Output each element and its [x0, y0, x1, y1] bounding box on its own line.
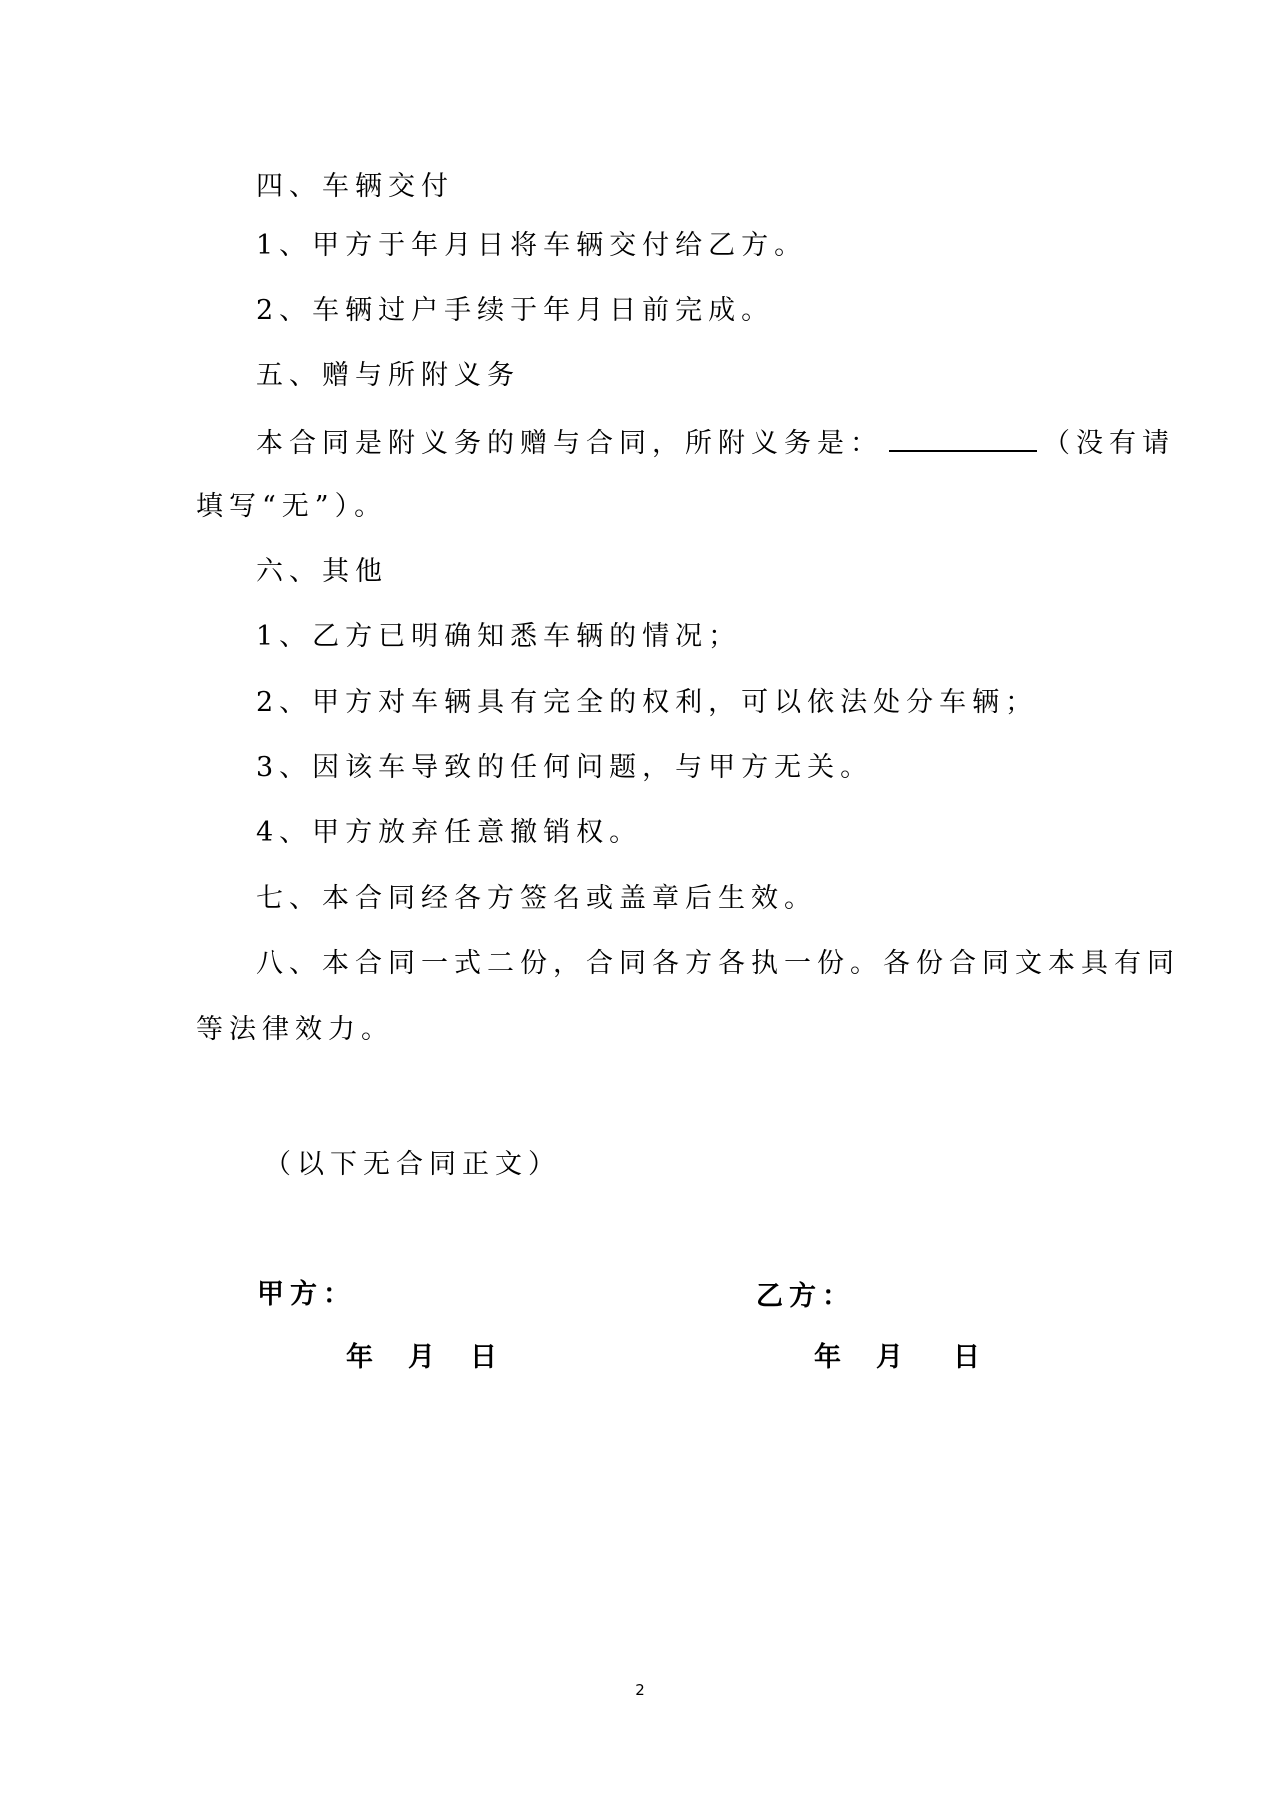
party-b-date-year: 年 [814, 1342, 841, 1373]
obligation-paragraph-continued: 填写“无”）。 [196, 491, 388, 522]
section-effective: 七、本合同经各方签名或盖章后生效。 [256, 883, 817, 914]
obligation-text-after-blank: （没有请 [1043, 428, 1175, 459]
other-item-1: 1、乙方已明确知悉车辆的情况； [256, 621, 742, 652]
delivery-item-2: 2、车辆过户手续于年月日前完成。 [256, 295, 775, 326]
page-number: 2 [635, 1681, 645, 1699]
section-other-heading: 六、其他 [256, 556, 388, 587]
party-a-date-year: 年 [346, 1342, 373, 1373]
section-delivery-heading: 四、车辆交付 [256, 171, 454, 202]
obligation-paragraph [256, 424, 1175, 461]
obligation-text-before-blank: 本合同是附义务的赠与合同，所附义务是： [256, 428, 883, 459]
other-item-4: 4、甲方放弃任意撤销权。 [256, 817, 643, 848]
party-b-date-day: 日 [953, 1342, 980, 1373]
section-copies-line-1: 八、本合同一式二份，合同各方各执一份。各份合同文本具有同 [256, 948, 1180, 979]
end-of-contract-note: （以下无合同正文） [264, 1149, 561, 1180]
section-obligation-heading: 五、赠与所附义务 [256, 360, 520, 391]
other-item-2: 2、甲方对车辆具有完全的权利，可以依法处分车辆； [256, 687, 1039, 718]
party-b-signature-label: 乙方： [756, 1281, 855, 1312]
party-a-signature-label: 甲方： [257, 1279, 356, 1310]
party-a-date-month: 月 [408, 1342, 435, 1373]
section-copies-line-2: 等法律效力。 [196, 1014, 394, 1045]
other-item-3: 3、因该车导致的任何问题，与甲方无关。 [256, 752, 874, 783]
delivery-item-1: 1、甲方于年月日将车辆交付给乙方。 [256, 230, 808, 261]
party-a-date-day: 日 [470, 1342, 497, 1373]
party-b-date-month: 月 [876, 1342, 903, 1373]
obligation-blank-field[interactable] [889, 424, 1037, 452]
